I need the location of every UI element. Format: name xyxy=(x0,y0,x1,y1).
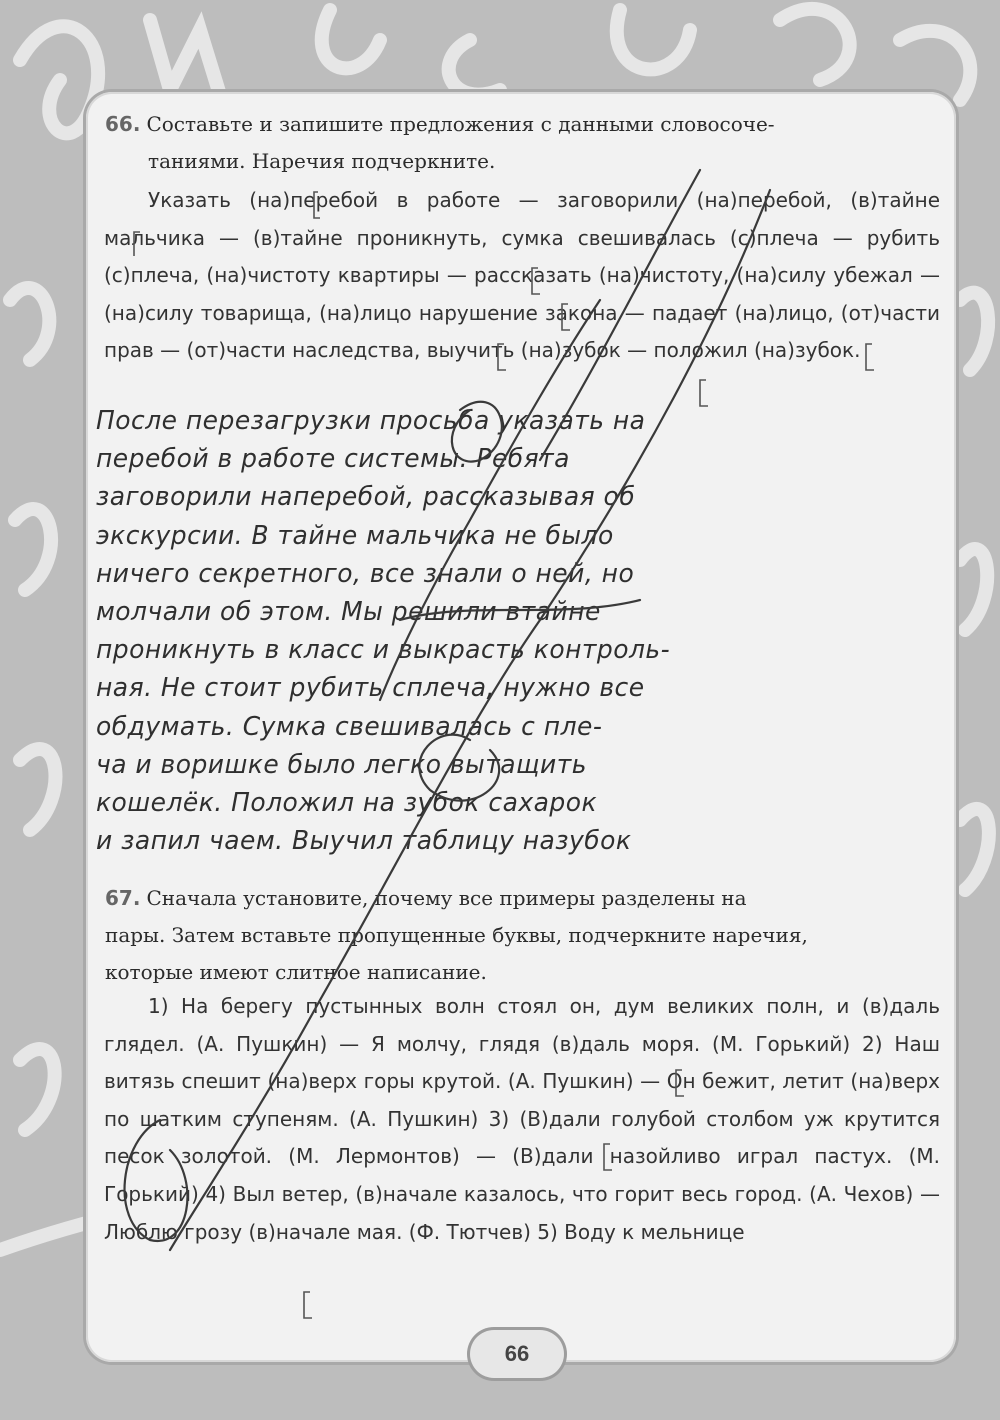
handwriting-line: ная. Не стоит рубить сплеча, нужно все xyxy=(96,673,645,704)
task-67-exercise-text: 1) На берегу пустынных волн стоял он, дум великих полн, и (в)даль глядел. (А. Пушкин) — Я молчу, глядя (в)даль моря. (М. Горький) 2) Наш витязь спешит (на)верх горы крутой. (А. Пушкин) — Он бежит, летит (на)верх по шатким ступеням. (А. Пушкин) 3) (В)дали голубой столбом уж крутится песок золотой. (М. Лермонтов) — (В)дали назойливо играл пастух. (М. Горький) 4) Выл ветер, (в)начале казалось, что горит весь город. (А. Чехов) — Люблю грозу (в)начале мая. (Ф. Тютчев) 5) Воду к мельнице xyxy=(104,994,940,1244)
task-66-instruction-line-2: таниями. Наречия подчеркните. xyxy=(148,149,496,173)
handwritten-answer xyxy=(96,402,944,860)
handwriting-line: перебой в работе системы. Ребята xyxy=(96,444,570,475)
handwriting-line: экскурсии. В тайне мальчика не было xyxy=(96,520,614,551)
handwriting-line: ничего секретного, все знали о ней, но xyxy=(96,558,635,589)
task-66-exercise-text: Указать (на)перебой в работе — заговорили (на)перебой, (в)тайне мальчика — (в)тайне проникнуть, сумка свешивалась (с)плеча — рубить (с)плеча, (на)чистоту квартиры — рассказать (на)чистоту, (на)силу убежал — (на)силу товарища, (на)лицо нарушение закона — падает (на)лицо, (от)части прав — (от)части наследства, выучить (на)зубок — положил (на)зубок. xyxy=(104,188,940,363)
handwriting-line: кошелёк. Положил на зубок сахарок xyxy=(96,787,598,818)
task-66-exercise xyxy=(104,182,940,370)
task-67-number: 67. xyxy=(105,886,141,910)
handwriting-line: ча и воришке было легко вытащить xyxy=(96,749,587,780)
handwriting-line: молчали об этом. Мы решили втайне xyxy=(96,596,601,627)
handwriting-line: После перезагрузки просьба указать на xyxy=(96,406,646,436)
handwriting-line: проникнуть в класс и выкрасть контроль- xyxy=(96,635,671,666)
task-67-instruction xyxy=(105,880,938,991)
task-66-number: 66. xyxy=(105,112,141,136)
task-66-instruction-line-1: Составьте и запишите предложения с данными словосоче- xyxy=(146,112,775,136)
task-67-instruction-line-1: Сначала установите, почему все примеры разделены на xyxy=(146,886,747,910)
page-number: 66 xyxy=(470,1330,564,1378)
task-67-exercise xyxy=(104,988,940,1251)
task-67-instruction-line-2: пары. Затем вставьте пропущенные буквы, подчеркните наречия, xyxy=(105,923,808,947)
handwriting-line: обдумать. Сумка свешивалась с пле- xyxy=(96,711,603,742)
handwriting-line: и запил чаем. Выучил таблицу назубок xyxy=(96,826,632,857)
task-66-instruction xyxy=(105,106,938,180)
task-67-instruction-line-3: которые имеют слитное написание. xyxy=(105,960,487,984)
handwriting-line: заговорили наперебой, рассказывая об xyxy=(96,482,636,513)
